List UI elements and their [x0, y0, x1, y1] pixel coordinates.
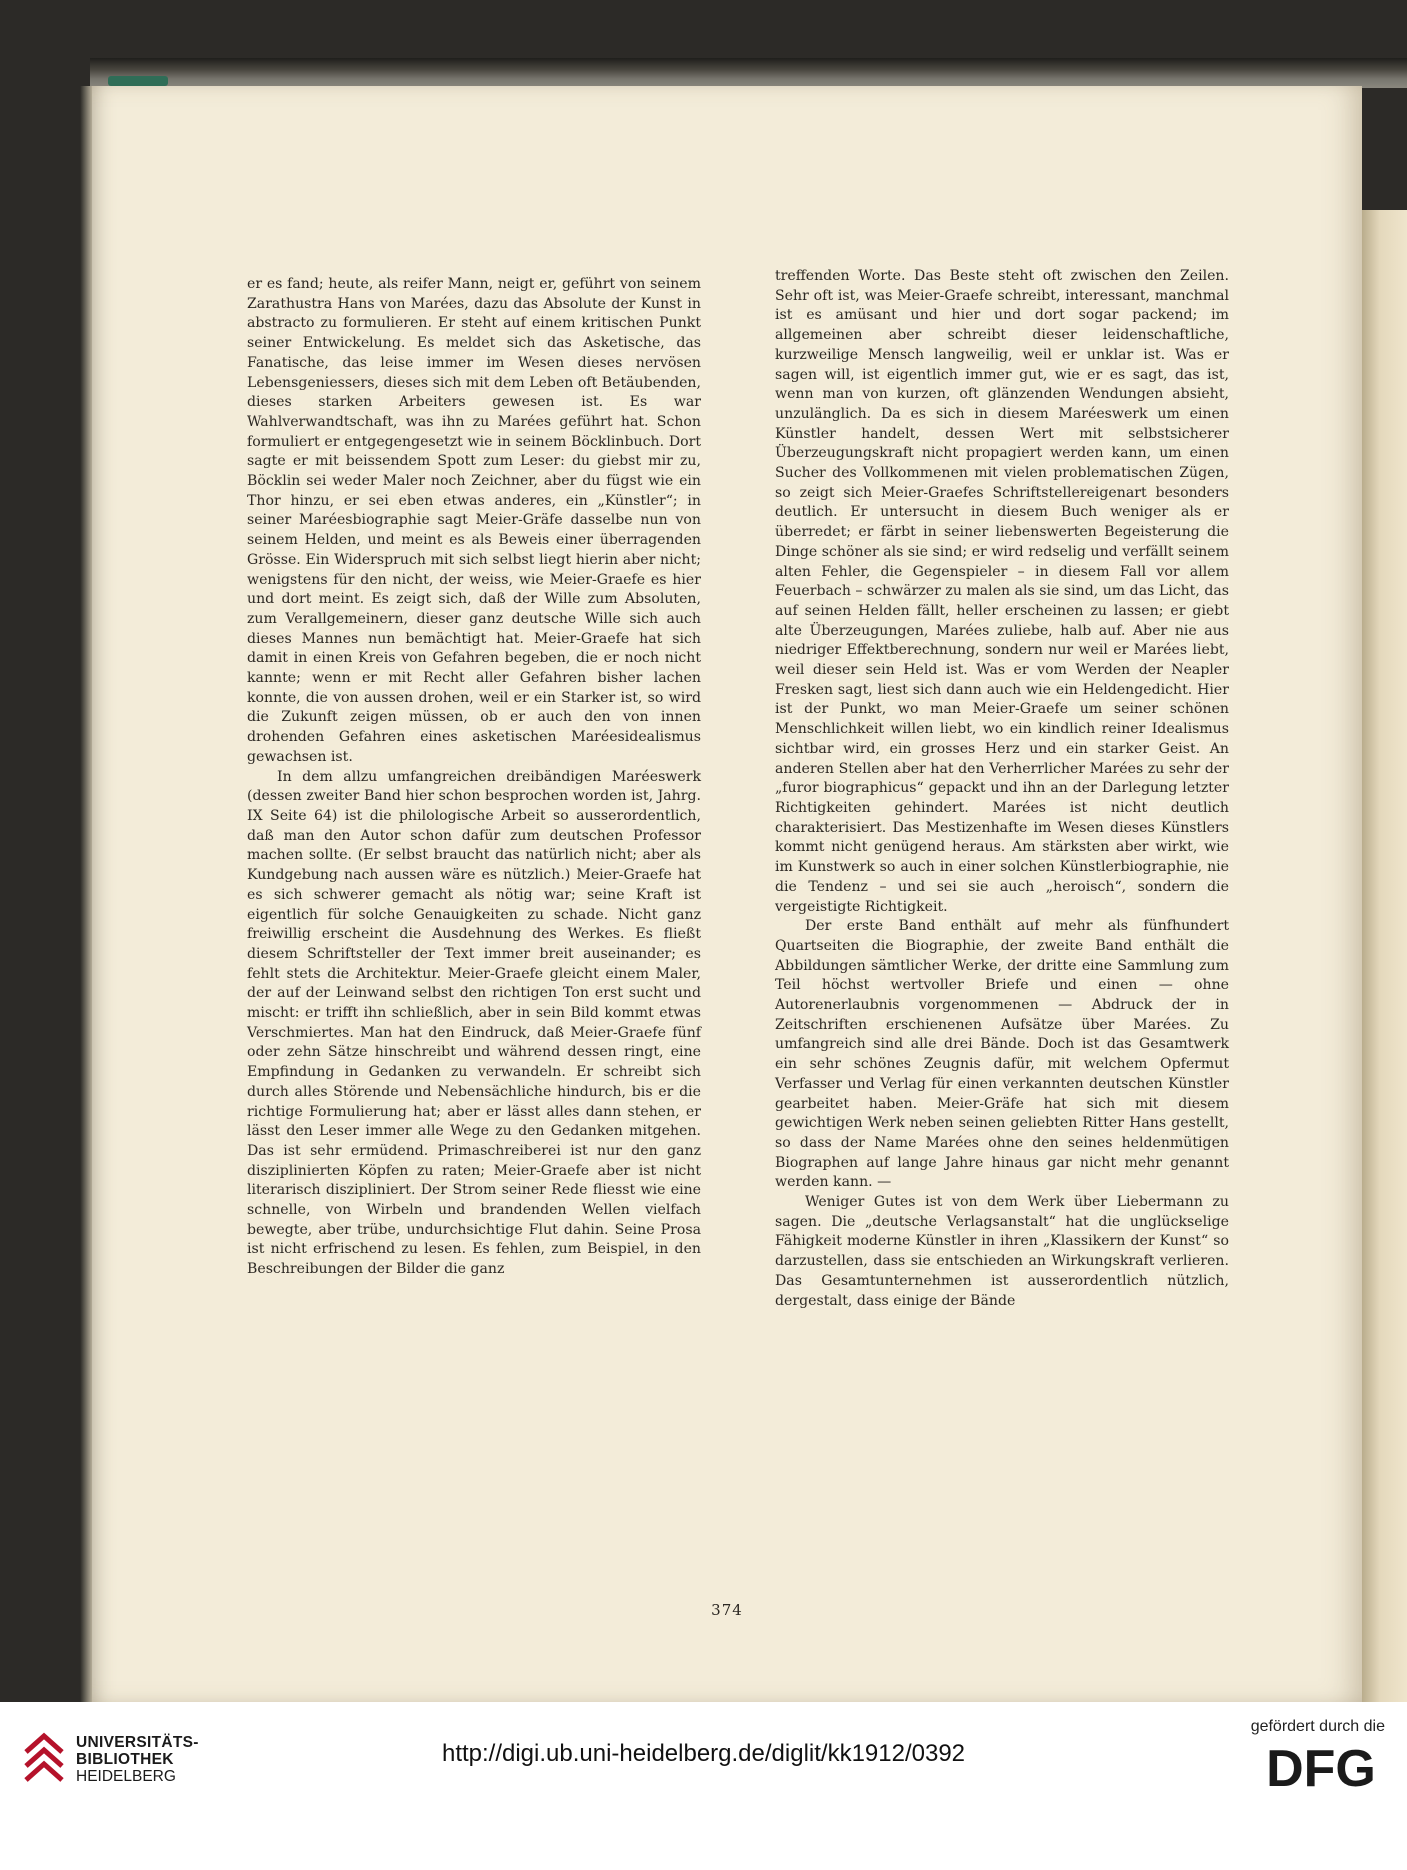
paragraph: Weniger Gutes ist von dem Werk über Liebermann zu sagen. Die „deutsche Verlagsanstalt“ hat die unglückselige Fähigkeit moderne Künstler in ihren „Klassikern der Kunst“ so darzustellen, dass sie entschieden an Wirkungskraft verlieren. Das Gesamtunternehmen ist ausserordentlich nützlich, dergestalt, dass einige der Bände	[775, 1194, 1229, 1309]
dfg-logo-text: DFG	[1266, 1742, 1376, 1790]
paragraph: treffenden Worte. Das Beste steht oft zwischen den Zeilen. Sehr oft ist, was Meier-Graefe schreibt, interessant, manchmal ist es amüsant und hier und dort sogar packend; im allgemeinen aber schreibt dieser leidenschaftliche, kurzweilige Mensch langweilig, weil er unklar ist. Was er sagen will, ist eigentlich immer gut, wie er es sagt, das ist, wenn man von kurzen, oft glänzenden Wendungen absieht, unzulänglich. Da es sich in diesem Maréeswerk um einen Künstler handelt, dessen Wert mit selbstsicherer Überzeugungskraft nicht propagiert werden kann, um einen Sucher des Vollkommenen mit vielen problematischen Zügen, so zeigt sich Meier-Graefes Schriftstellereigenart besonders deutlich. Er untersucht in diesem Buch weniger als er überredet; er färbt in seiner liebenswerten Begeisterung die Dinge schöner als sie sind; er wird redselig und verfällt seinem alten Fehler, die Gegenspieler – in diesem Fall vor allem Feuerbach – schwärzer zu malen als sie sind, um das Licht, das auf seinen Helden fällt, heller erscheinen zu lassen; er giebt alte Überzeugungen, Marées zuliebe, halb auf. Aber nie aus niedriger Effektberechnung, sondern nur weil er Marées liebt, weil dieser sein Held ist. Was er vom Werden der Neapler Fresken sagt, liest sich dann auch wie ein Heldengedicht. Hier ist der Punkt, wo man Meier-Graefe um seiner schönen Menschlichkeit willen liebt, wo ein kindlich reiner Idealismus sichtbar wird, ein grosses Herz und ein starker Geist. An anderen Stellen aber hat den Verherrlicher Marées zu sehr der „furor biographicus“ gepackt und ihn an der Darlegung letzter Richtigkeiten gehindert. Marées ist nicht deutlich charakterisiert. Das Mestizenhafte im Wesen dieses Künstlers kommt nicht genügend heraus. Am stärksten aber wirkt, wie im Kunstwerk so auch in einer solchen Künstlerbiographie, nie die Tendenz – und sei sie auch „heroisch“, sondern die vergeistigte Richtigkeit.	[775, 268, 1229, 915]
library-name-line: HEIDELBERG	[76, 1768, 176, 1785]
book-spine-shadow	[90, 58, 1407, 88]
paragraph: er es fand; heute, als reifer Mann, neigt er, geführt von seinem Zarathustra Hans von Marées, dazu das Absolute der Kunst in abstracto zu formulieren. Er steht auf einem kritischen Punkt seiner Entwickelung. Es meldet sich das Asketische, das Fanatische, das leise immer im Wesen dieses nervösen Lebensgeniessers, dieses sich mit dem Leben oft Betäubenden, dieses starken Arbeiters gewesen ist. Es war Wahlverwandtschaft, was ihn zu Marées geführt hat. Schon formuliert er entgegengesetzt wie in seinem Böcklinbuch. Dort sagte er mit beissendem Spott zum Leser: du giebst mir zu, Böcklin sei weder Maler noch Zeichner, aber du fügst wie ein Thor hinzu, er sei eben etwas anderes, ein „Künstler“; in seiner Maréesbiographie sagt Meier-Gräfe dasselbe nun von seinem Helden, und meint es als Beweis einer überragenden Grösse. Ein Widerspruch mit sich selbst liegt hierin aber nicht; wenigstens für den nicht, der weiss, wie Meier-Graefe es hier und dort meint. Es zeigt sich, daß der Wille zum Absoluten, zum Verallgemeinern, dieser ganz deutsche Wille sich auch dieses Mannes nun bemächtigt hat. Meier-Graefe hat sich damit in einen Kreis von Gefahren begeben, die er noch nicht kannte; wenn er mit Recht aller Gefahren bisher lachen konnte, die von aussen drohen, weil er ein Starker ist, so wird die Zukunft zeigen müssen, ob er auch den von innen drohenden Gefahren eines asketischen Maréesidealismus gewachsen ist.	[247, 276, 701, 765]
adjacent-page-edge	[1362, 210, 1407, 1702]
paragraph: In dem allzu umfangreichen dreibändigen Maréeswerk (dessen zweiter Band hier schon besprochen worden ist, Jahrg. IX Seite 64) ist die philologische Arbeit so ausserordentlich, daß man den Autor schon dafür zum deutschen Professor machen sollte. (Er selbst braucht das natürlich nicht; aber als Kundgebung nach aussen wäre es nützlich.) Meier-Graefe hat es sich schwerer gemacht als nötig war; seine Kraft ist eigentlich für solche Genauigkeiten zu schade. Nicht ganz freiwillig erscheint die Ausdehnung des Werkes. Es fließt diesem Schriftsteller der Text immer breit auseinander; es fehlt stets die Architektur. Meier-Graefe gleicht einem Maler, der auf der Leinwand selbst den richtigen Ton erst sucht und mischt: er trifft ihn schließlich, aber in sein Bild kommt etwas Verschmiertes. Man hat den Eindruck, daß Meier-Graefe fünf oder zehn Sätze hinschreibt und während dessen ringt, eine Empfindung in Gedanken zu verwandeln. Er schreibt sich durch alles Störende und Nebensächliche hindurch, bis er die richtige Formulierung hat; aber er lässt alles dann stehen, er lässt den Leser immer alle Wege zu den Gedanken mitgehen. Das ist sehr ermüdend. Primaschreiberei ist nur den ganz disziplinierten Köpfen zu raten; Meier-Graefe aber ist nicht literarisch diszipliniert. Der Strom seiner Rede fliesst wie eine schnelle, von Wirbeln und brandenden Wellen vielfach bewegte, aber trübe, undurchsichtige Flut dahin. Seine Prosa ist nicht erfrischend zu lesen. Es fehlen, zum Beispiel, in den Beschreibungen der Bilder die ganz	[247, 768, 701, 1278]
book-page	[92, 86, 1362, 1702]
text-column-left	[247, 275, 701, 1280]
page-number: 374	[711, 1601, 743, 1619]
paragraph: Der erste Band enthält auf mehr als fünfhundert Quartseiten die Biographie, der zweite Band enthält die Abbildungen sämtlicher Werke, der dritte eine Sammlung zum Teil höchst wertvoller Briefe und einen — ohne Autorenerlaubnis vorgenommenen — Abdruck der in Zeitschriften erschienenen Aufsätze über Marées. Zu umfangreich sind alle drei Bände. Doch ist das Gesamtwerk ein sehr schönes Zeugnis dafür, mit welchem Opfermut Verfasser und Verlag für einen verkannten deutschen Künstler gearbeitet haben. Meier-Gräfe hat sich mit diesem gewichtigen Werk neben seinen geliebten Ritter Hans gestellt, so dass der Name Marées ohne den seines heldenmütigen Biographen auf lange Jahre hinaus gar nicht mehr genannt werden kann. —	[775, 918, 1229, 1191]
viewer-footer	[0, 1702, 1407, 1870]
library-name-line: UNIVERSITÄTS-	[76, 1734, 199, 1751]
permalink-url[interactable]: http://digi.ub.uni-heidelberg.de/diglit/kk1912/0392	[441, 1740, 966, 1767]
library-name-line: BIBLIOTHEK	[76, 1751, 174, 1768]
text-column-right	[775, 267, 1229, 1311]
dfg-logo-icon	[1257, 1742, 1385, 1790]
funding-label: gefördert durch die	[1250, 1718, 1385, 1735]
spine-binding-mark	[108, 76, 168, 86]
